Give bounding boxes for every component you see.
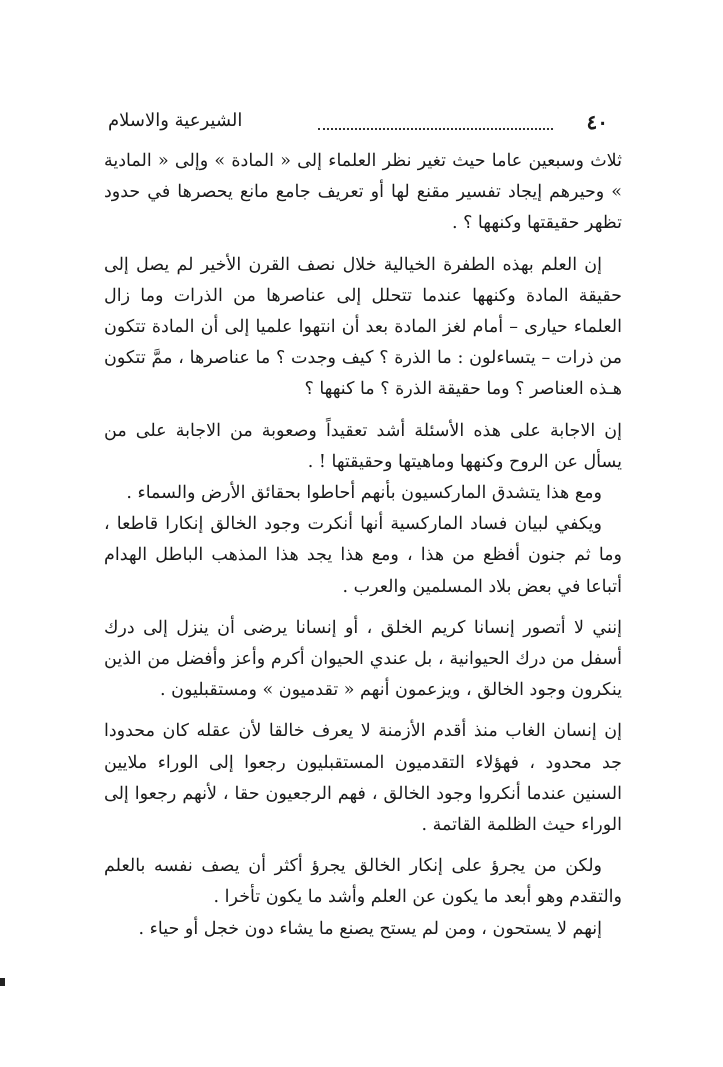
paragraph-7: إن إنسان الغاب منذ أقدم الأزمنة لا يعرف خالقا لأن عقله كان محدودا جد محدود ، فهؤلاء التقدميون المستقبليون رجعوا إلى الوراء ملايين السنين عندما أنكروا وجود الخالق ، فهم الرجعيون حقا ، لأنهم رجعوا إلى الوراء حيث الظلمة القاتمة . bbox=[104, 721, 622, 836]
paragraph-3: إن الاجابة على هذه الأسئلة أشد تعقيداً وصعوبة من الاجابة على من يسأل عن الروح وكنهها وماهيتها وحقيقتها ! . bbox=[104, 420, 622, 472]
paragraph-4: ومع هذا يتشدق الماركسيون بأنهم أحاطوا بحقائق الأرض والسماء . bbox=[126, 483, 602, 504]
paragraph-9: إنهم لا يستحون ، ومن لم يستح يصنع ما يشاء دون خجل أو حياء . bbox=[138, 918, 602, 939]
paragraph-1: ثلاث وسبعين عاما حيث تغير نظر العلماء إلى « المادة » وإلى « المادية » وحيرهم إيجاد تفسير مقنع لها أو تعريف جامع مانع يحصرها في حدود تظهر حقيقتها وكنهها ؟ . bbox=[104, 151, 622, 234]
paragraph-8: ولكن من يجرؤ على إنكار الخالق يجرؤ أكثر أن يصف نفسه بالعلم والتقدم وهو أبعد ما يكون عن العلم وأشد ما يكون تأخرا . bbox=[104, 856, 622, 908]
page-header bbox=[108, 110, 608, 140]
paragraph-5: ويكفي لبيان فساد الماركسية أنها أنكرت وجود الخالق إنكارا قاطعا ، وما ثم جنون أفظع من هذا ، ومع هذا يجد هذا المذهب الباطل الهدام أتباعا في بعض بلاد المسلمين والعرب . bbox=[104, 514, 622, 597]
page-number: ٤٠ bbox=[586, 110, 608, 134]
header-dotted-leader bbox=[318, 128, 553, 130]
paragraph-6: إنني لا أتصور إنسانا كريم الخلق ، أو إنسانا يرضى أن ينزل إلى درك أسفل من درك الحيوانية ، بل عندي الحيوان أكرم وأعز وأفضل من الذين ينكرون وجود الخالق ، ويزعمون أنهم « تقدميون » ومستقبليون . bbox=[104, 617, 622, 701]
paragraph-2: إن العلم بهذه الطفرة الخيالية خلال نصف القرن الأخير لم يصل إلى حقيقة المادة وكنهها عندما تتحلل إلى عناصرها من الذرات وما زال العلماء حيارى – أمام لغز المادة بعد أن انتهوا علميا إلى أن المادة تتكون من ذرات – يتساءلون : ما الذرة ؟ كيف وجدت ؟ ما عناصرها ، ممَّ تتكون هـذه العناصر ؟ وما حقيقة الذرة ؟ ما كنهها ؟ bbox=[104, 254, 622, 400]
scan-edge-mark bbox=[0, 978, 5, 986]
running-title: الشيرعية والاسلام bbox=[108, 110, 243, 131]
body-text bbox=[104, 146, 622, 945]
